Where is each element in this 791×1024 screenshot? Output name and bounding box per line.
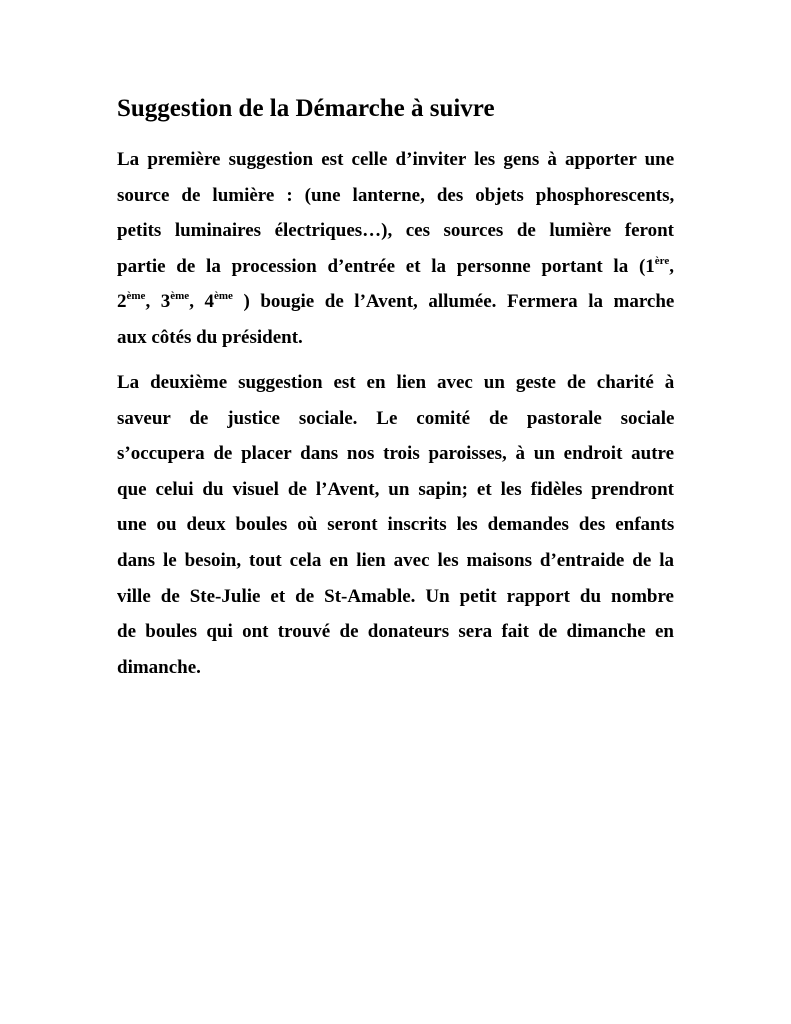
- text-line: de boules qui ont trouvé de donateurs sera fait de dimanche en: [117, 621, 674, 643]
- text-line: La deuxième suggestion est en lien avec un geste de charité à: [117, 372, 675, 393]
- text-line: saveur de justice sociale. Le comité de pastorale sociale: [117, 407, 675, 429]
- text-segment: , 3: [145, 291, 171, 313]
- ordinal-superscript: ère: [654, 254, 670, 267]
- text-line: source de lumière : (une lanterne, des objets phosphorescents,: [117, 184, 675, 206]
- document-title: Suggestion de la Démarche à suivre: [117, 95, 495, 122]
- text-line: [117, 249, 674, 285]
- text-line: s’occupera de placer dans nos trois paroisses, à un endroit autre: [117, 443, 675, 465]
- text-line: [117, 284, 674, 320]
- text-segment: ) bougie de l’Avent, allumée. Fermera la marche: [232, 291, 675, 313]
- ordinal-superscript: ème: [170, 290, 190, 303]
- text-segment: 2: [117, 291, 127, 313]
- text-line: une ou deux boules où seront inscrits les demandes des enfants: [117, 514, 675, 536]
- text-line: petits luminaires électriques…), ces sources de lumière feront: [117, 220, 674, 242]
- text-line: ville de Ste-Julie et de St-Amable. Un petit rapport du nombre: [117, 585, 674, 607]
- ordinal-superscript: ème: [214, 290, 233, 303]
- text-segment: , 4: [189, 291, 214, 313]
- paragraph-second-suggestion: [117, 365, 674, 685]
- text-line: que celui du visuel de l’Avent, un sapin; et les fidèles prendront: [117, 478, 674, 500]
- text-line: dans le besoin, tout cela en lien avec les maisons d’entraide de la: [117, 549, 674, 571]
- text-segment: partie de la procession d’entrée et la personne portant la (1: [117, 255, 655, 277]
- text-line: aux côtés du président.: [117, 326, 303, 348]
- paragraph-first-suggestion: [117, 142, 674, 356]
- text-line: dimanche.: [117, 656, 201, 678]
- text-line: La première suggestion est celle d’inviter les gens à apporter une: [117, 149, 675, 170]
- ordinal-superscript: ème: [126, 290, 146, 303]
- text-segment: ,: [669, 255, 674, 277]
